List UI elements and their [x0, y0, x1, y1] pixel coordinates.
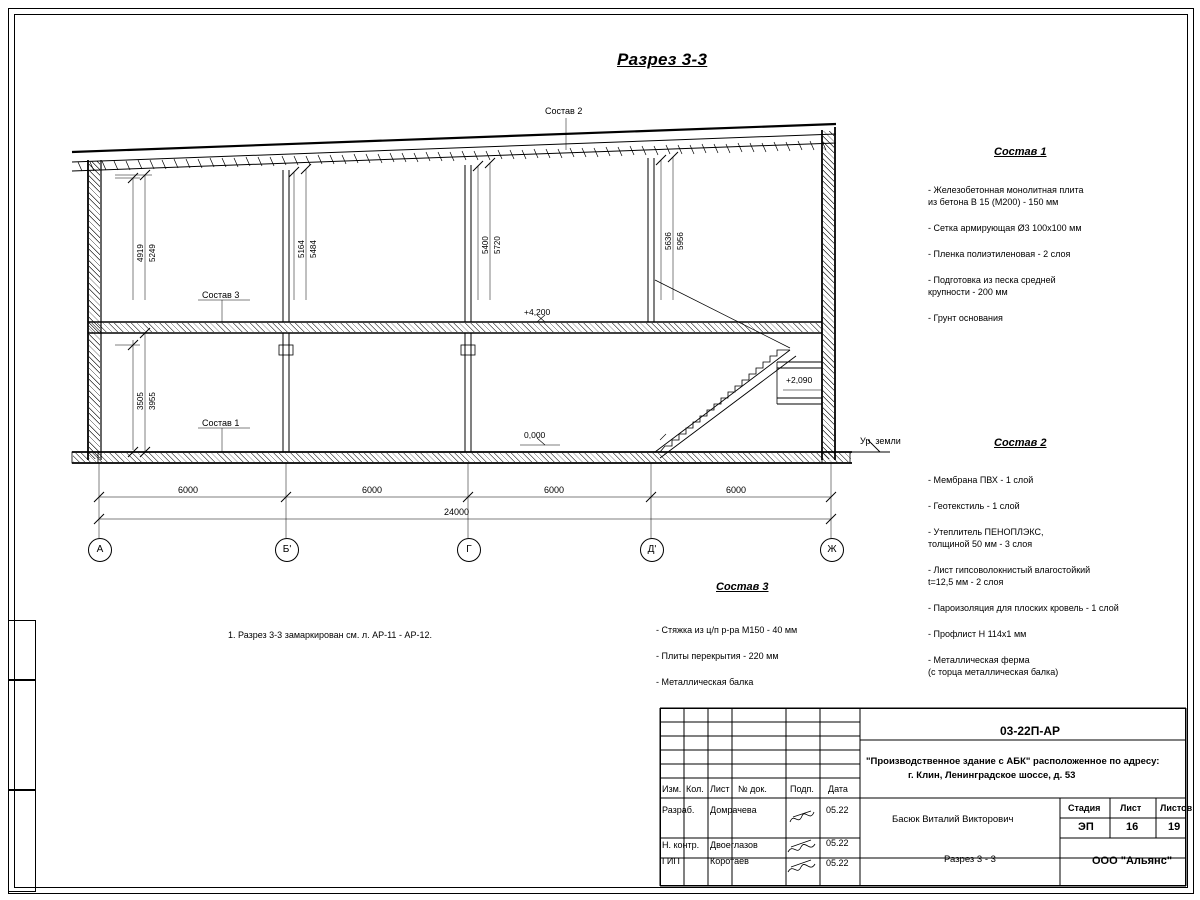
titleblock-sheets-value: 19 [1168, 821, 1181, 833]
titleblock-date-2: 05.22 [826, 858, 849, 868]
titleblock-name-0: Домрачева [710, 805, 757, 815]
spec1-title: Состав 1 [994, 146, 1047, 158]
titleblock-col-kol: Кол. [686, 784, 704, 794]
page-title: Разрез 3-3 [617, 50, 708, 69]
titleblock-sheet-header: Лист [1120, 803, 1142, 813]
titleblock-sheets-header: Листов [1160, 803, 1193, 813]
titleblock-object-line2: г. Клин, Ленинградское шоссе, д. 53 [908, 770, 1076, 781]
spec3-item-1: - Плиты перекрытия - 220 мм [656, 651, 779, 661]
spec1-item-6: - Грунт основания [928, 313, 1003, 323]
titleblock-col-list: Лист [710, 784, 730, 794]
titleblock-role-1: Н. контр. [662, 840, 700, 850]
titleblock-sheet-value: 16 [1126, 821, 1139, 833]
dim-3955: 3955 [148, 392, 157, 410]
axis-bubble-g: Г [457, 538, 481, 562]
titleblock-stage-header: Стадия [1068, 803, 1101, 813]
titleblock-col-podp: Подп. [790, 784, 814, 794]
leader-sostav-2: Состав 2 [545, 106, 583, 116]
spec3-item-0: - Стяжка из ц/п р-ра М150 - 40 мм [656, 625, 798, 635]
spec2-item-2: - Утеплитель ПЕНОПЛЭКС, [928, 527, 1044, 537]
dim-5400: 5400 [481, 236, 490, 254]
spec1-item-2: - Сетка армирующая Ø3 100х100 мм [928, 223, 1082, 233]
span-dim-2: 6000 [362, 485, 383, 495]
spec2-item-1: - Геотекстиль - 1 слой [928, 501, 1020, 511]
dim-5720: 5720 [493, 236, 502, 254]
dim-4919: 4919 [136, 244, 145, 262]
spec2-item-9: (с торца металлическая балка) [928, 667, 1059, 677]
span-dim-4: 6000 [726, 485, 747, 495]
dim-5164: 5164 [297, 240, 306, 258]
spec1-item-3: - Пленка полиэтиленовая - 2 слоя [928, 249, 1071, 259]
titleblock-company: ООО "Альянс" [1092, 855, 1173, 867]
titleblock-date-1: 05.22 [826, 838, 849, 848]
spec2-item-3: толщиной 50 мм - 3 слоя [928, 539, 1033, 549]
titleblock-col-data: Дата [828, 784, 848, 794]
titleblock-name-1: Двоеглазов [710, 840, 758, 850]
spec2-item-5: t=12,5 мм - 2 слоя [928, 577, 1004, 587]
left-wall-hatch [89, 161, 100, 459]
dim-5249: 5249 [148, 244, 157, 262]
level-0000: 0,000 [524, 430, 546, 440]
spec1-item-0: - Железобетонная монолитная плита [928, 185, 1084, 195]
spec2-item-6: - Пароизоляция для плоских кровель - 1 слой [928, 603, 1119, 613]
spec2-item-8: - Металлическая ферма [928, 655, 1030, 665]
dim-5636: 5636 [664, 232, 673, 250]
titleblock-col-izm: Изм. [662, 784, 682, 794]
spec1-item-1: из бетона В 15 (М200) - 150 мм [928, 197, 1059, 207]
ground-slab-hatch [73, 453, 851, 462]
titleblock-object-line1: "Производственное здание с АБК" расположенное по адресу: [866, 756, 1160, 767]
drawing-note: 1. Разрез 3-3 замаркирован см. л. АР-11 - АР-12. [228, 630, 432, 640]
dim-5484: 5484 [309, 240, 318, 258]
titleblock-stage-value: ЭП [1078, 821, 1094, 833]
floor-slab-hatch [89, 323, 821, 332]
spec1-item-5: крупности - 200 мм [928, 287, 1008, 297]
titleblock-role-2: ГИП [662, 856, 680, 866]
span-dim-3: 6000 [544, 485, 565, 495]
spec2-title: Состав 2 [994, 437, 1047, 449]
spec3-item-2: - Металлическая балка [656, 677, 754, 687]
titleblock-name-2: Коротаев [710, 856, 749, 866]
axis-bubble-d: Д' [640, 538, 664, 562]
leader-sostav-1: Состав 1 [202, 418, 240, 428]
axis-bubble-b: Б' [275, 538, 299, 562]
titleblock-customer: Басюк Виталий Викторович [892, 814, 1014, 825]
level-2090: +2,090 [786, 375, 813, 385]
span-dim-1: 6000 [178, 485, 199, 495]
total-dim: 24000 [444, 507, 470, 517]
leader-sostav-3: Состав 3 [202, 290, 240, 300]
spec1-item-4: - Подготовка из песка средней [928, 275, 1056, 285]
right-wall-hatch [823, 131, 834, 459]
titleblock-date-0: 05.22 [826, 805, 849, 815]
titleblock-role-0: Разраб. [662, 805, 695, 815]
axis-bubble-a: А [88, 538, 112, 562]
spec2-item-7: - Профлист Н 114х1 мм [928, 629, 1027, 639]
titleblock-sheet-name: Разрез 3 - 3 [944, 854, 996, 865]
dim-3505: 3505 [136, 392, 145, 410]
dim-5956: 5956 [676, 232, 685, 250]
level-4200: +4,200 [524, 307, 551, 317]
spec2-item-0: - Мембрана ПВХ - 1 слой [928, 475, 1034, 485]
titleblock-code: 03-22П-АР [1000, 724, 1060, 738]
spec2-item-4: - Лист гипсоволокнистый влагостойкий [928, 565, 1091, 575]
ground-level-label: Ур. земли [860, 436, 901, 446]
titleblock-col-doc: № док. [738, 784, 767, 794]
spec3-title: Состав 3 [716, 581, 769, 593]
axis-bubble-zh: Ж [820, 538, 844, 562]
